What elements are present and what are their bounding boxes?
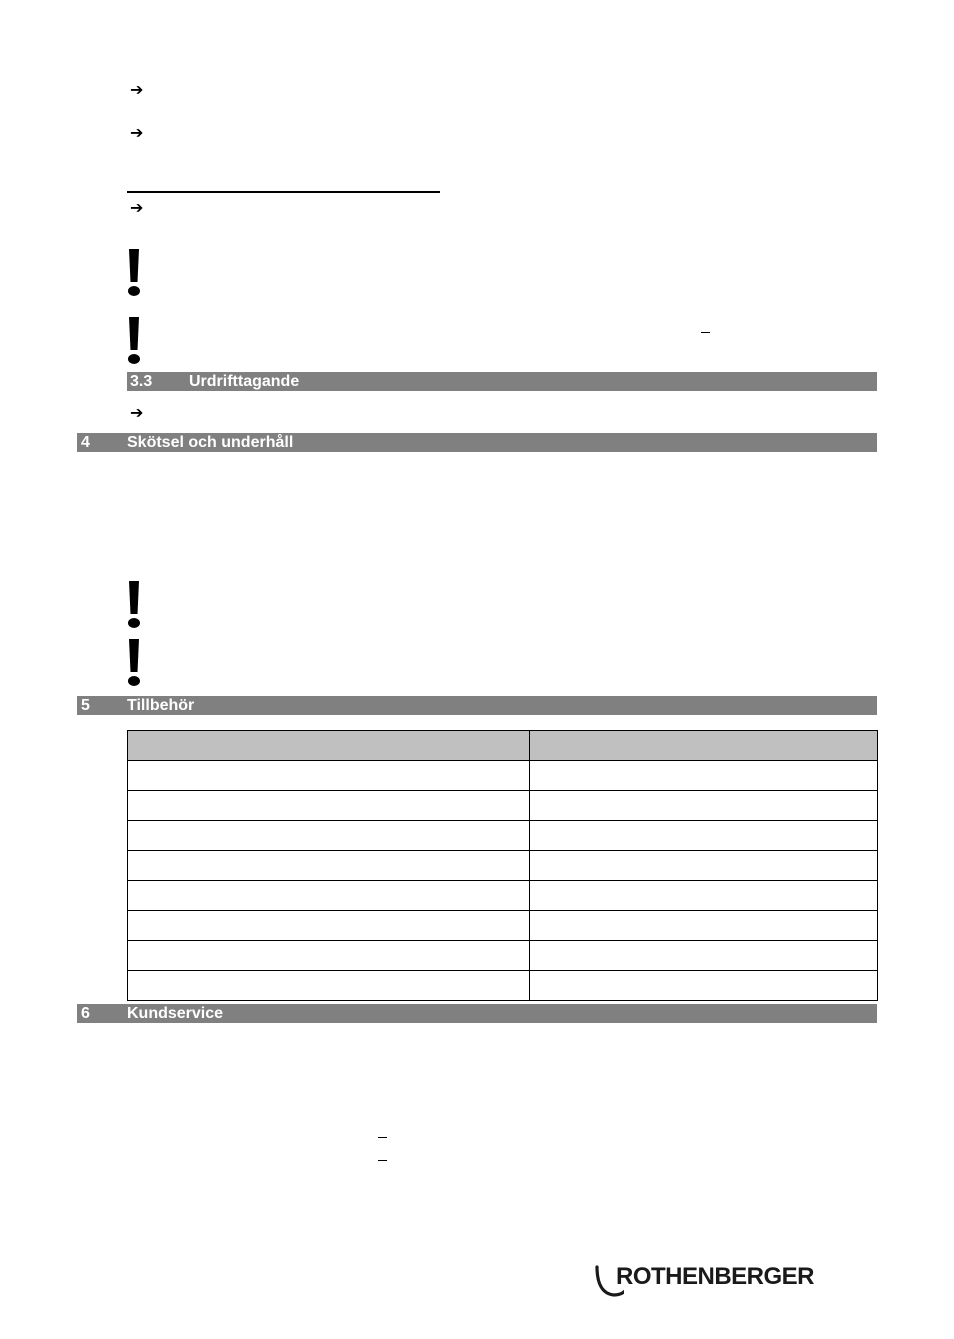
table-cell [530,911,878,941]
logo-wordmark: ROTHENBERGER [616,1263,815,1290]
table-cell [530,791,878,821]
right-arrow-icon: ➔ [130,403,144,422]
dash-mark [701,332,710,333]
table-cell [530,971,878,1001]
right-arrow-icon: ➔ [130,80,144,99]
table-header-cell [128,731,530,761]
brand-logo [594,1263,834,1299]
section-heading-5 [77,696,877,715]
exclamation-icon [126,315,142,365]
dash-mark [378,1137,387,1138]
table-row [128,791,878,821]
exclamation-icon [126,579,142,629]
section-title: Kundservice [127,1005,224,1022]
exclamation-icon [126,247,142,297]
section-title: Tillbehör [127,697,195,714]
table-cell [530,851,878,881]
table-row [128,881,878,911]
table-row [128,941,878,971]
section-heading-4 [77,433,877,452]
table-cell [128,851,530,881]
dash-mark [378,1160,387,1161]
horizontal-rule [127,191,440,193]
table-cell [530,821,878,851]
table-cell [128,761,530,791]
section-heading-6 [77,1004,877,1023]
section-number: 4 [81,434,90,451]
section-title: Urdrifttagande [189,373,300,390]
table-cell [128,881,530,911]
table-cell [530,761,878,791]
table-cell [128,791,530,821]
table-row [128,971,878,1001]
table-cell [128,971,530,1001]
table-header-cell [530,731,878,761]
section-number: 5 [81,697,90,714]
table-row [128,851,878,881]
table-cell [128,821,530,851]
table-cell [530,941,878,971]
accessories-table [127,730,878,1001]
section-number: 6 [81,1005,90,1022]
exclamation-icon [126,637,142,687]
table-row [128,821,878,851]
table-header-row [128,731,878,761]
table-cell [128,941,530,971]
table-cell [530,881,878,911]
table-cell [128,911,530,941]
right-arrow-icon: ➔ [130,198,144,217]
section-title: Skötsel och underhåll [127,434,294,451]
section-heading-3-3 [127,372,877,391]
right-arrow-icon: ➔ [130,123,144,142]
table-row [128,761,878,791]
section-number: 3.3 [130,373,153,390]
table-row [128,911,878,941]
